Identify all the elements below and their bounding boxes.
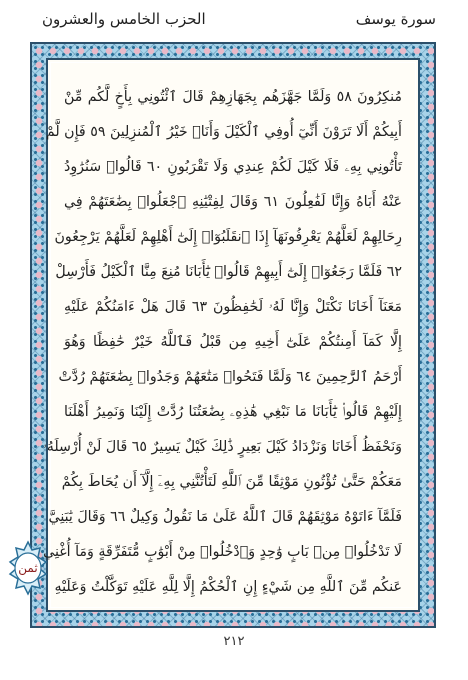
verse-line-9: أَرْحَمُ ٱلرَّٰحِمِينَ ٦٤ وَلَمَّا فَتَحُوا۟ مَتَٰعَهُمْ وَجَدُوا۟ بِضَٰعَتَهُمْ رُدَّتْ [58,369,402,385]
verse-line-8: إِلَّا كَمَآ أَمِنتُكُمْ عَلَىٰٓ أَخِيهِ مِن قَبْلُ فَٱللَّهُ خَيْرٌ حَٰفِظًا وَهُوَ [64,334,402,350]
verse-line-11: وَنَحْفَظُ أَخَانَا وَنَزْدَادُ كَيْلَ بَعِيرٍ ذَٰلِكَ كَيْلٌ يَسِيرٌ ٦٥ قَالَ لَنْ أُرْسِلَهُۥ [43,439,402,455]
verse-line-10: إِلَيْهِمْ قَالُوا۟ يَٰٓأَبَانَا مَا نَبْغِي هَٰذِهِۦ بِضَٰعَتُنَا رُدَّتْ إِلَيْنَا وَنَمِيرُ أَهْلَنَا [64,404,402,420]
verse-line-7: مَعَنَآ أَخَانَا نَكْتَلْ وَإِنَّا لَهُۥ لَحَٰفِظُونَ ٦٣ قَالَ هَلْ ءَامَنُكُمْ عَلَيْهِ [64,299,402,315]
thumn-label: ثمن [18,561,38,575]
verse-text-area [43,82,402,595]
verse-line-14: لَا تَدْخُلُوا۟ مِنۢ بَابٍ وَٰحِدٍ وَٱدْخُلُوا۟ مِنْ أَبْوَٰبٍ مُّتَفَرِّقَةٍ وَمَآ أُغْنِي [43,544,402,560]
verse-line-12: مَعَكُمْ حَتَّىٰ تُؤْتُونِ مَوْثِقًا مِّنَ ٱللَّهِ لَتَأْتُنَّنِي بِهِۦٓ إِلَّآ أَن يُحَاطَ بِكُمْ [61,474,402,490]
surah-title: سورة يوسف [355,10,436,28]
verse-line-5: رِحَالِهِمْ لَعَلَّهُمْ يَعْرِفُونَهَآ إِذَا ٱنقَلَبُوٓا۟ إِلَىٰٓ أَهْلِهِمْ لَعَلَّهُمْ يَرْجِعُونَ [54,229,402,245]
hizb-title: الحزب الخامس والعشرون [42,10,206,28]
verse-line-15: عَنكُم مِّنَ ٱللَّهِ مِن شَيْءٍ إِنِ ٱلْحُكْمُ إِلَّا لِلَّهِ عَلَيْهِ تَوَكَّلْتُ وَعَلَيْهِ [54,579,402,595]
verse-line-6: ٦٢ فَلَمَّا رَجَعُوٓا۟ إِلَىٰٓ أَبِيهِمْ قَالُوا۟ يَٰٓأَبَانَا مُنِعَ مِنَّا ٱلْكَيْلُ فَأَرْسِلْ [55,264,402,280]
thumn-marker [6,540,50,596]
verse-line-4: عَنْهُ أَبَاهُ وَإِنَّا لَفَٰعِلُونَ ٦١ وَقَالَ لِفِتْيَٰنِهِ ٱجْعَلُوا۟ بِضَٰعَتَهُمْ فِي [64,194,402,210]
ornamental-frame [30,42,436,628]
text-panel [43,58,420,612]
page-header [0,0,468,40]
verse-line-3: تَأْتُونِي بِهِۦ فَلَا كَيْلَ لَكُمْ عِندِي وَلَا تَقْرَبُونِ ٦٠ قَالُوا۟ سَنُرَٰوِدُ [64,159,402,175]
verse-line-1: مُنكِرُونَ ٥٨ وَلَمَّا جَهَّزَهُم بِجَهَازِهِمْ قَالَ ٱئْتُونِي بِأَخٍ لَّكُم مِّنْ [64,89,402,105]
verse-line-13: فَلَمَّآ ءَاتَوْهُ مَوْثِقَهُمْ قَالَ ٱللَّهُ عَلَىٰ مَا نَقُولُ وَكِيلٌ ٦٦ وَقَالَ يَٰبَنِيَّ [48,509,402,525]
page-number: ٢١٢ [223,634,245,649]
verse-line-2: أَبِيكُمْ أَلَا تَرَوْنَ أَنِّيٓ أُوفِي ٱلْكَيْلَ وَأَنَا۠ خَيْرُ ٱلْمُنزِلِينَ ٥٩ فَإِن لَّمْ [45,124,402,140]
